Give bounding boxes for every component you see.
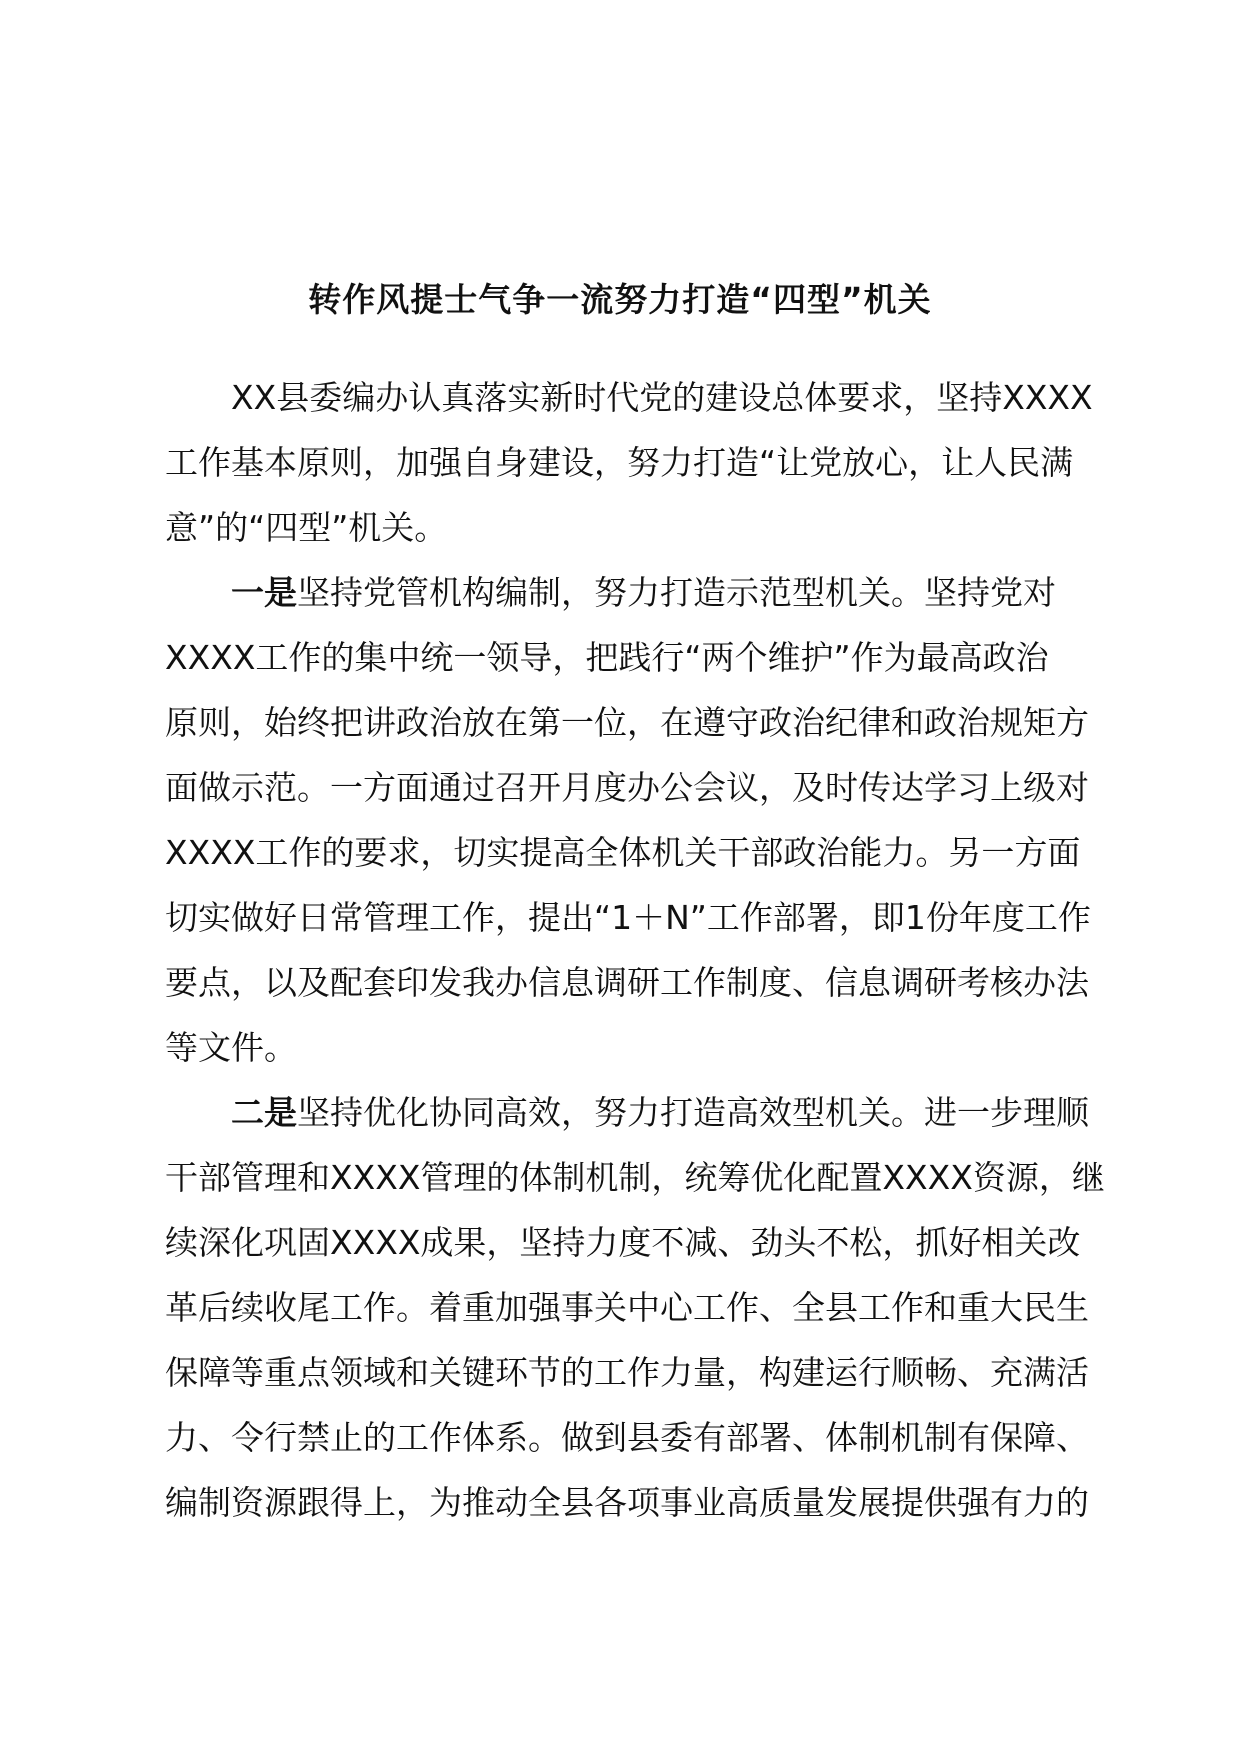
paragraph-lead: 二是 — [231, 1093, 297, 1132]
document-body — [165, 365, 1115, 1535]
text-line-with-lead — [165, 1080, 1115, 1145]
text-line-with-lead — [165, 560, 1115, 625]
paragraph-lead: 一是 — [231, 573, 297, 612]
paragraph — [165, 560, 1115, 1080]
text-line: 革后续收尾工作。着重加强事关中心工作、全县工作和重大民生 — [165, 1288, 1089, 1327]
text-line: 面做示范。一方面通过召开月度办公会议，及时传达学习上级对 — [165, 768, 1089, 807]
text-line: 续深化巩固XXXX成果，坚持力度不减、劲头不松，抓好相关改 — [165, 1223, 1081, 1262]
document-title: 转作风提士气争一流努力打造“四型”机关 — [308, 280, 932, 319]
text-line: 等文件。 — [165, 1028, 297, 1067]
text-line: XXXX工作的要求，切实提高全体机关干部政治能力。另一方面 — [165, 833, 1081, 872]
text-line: 保障等重点领域和关键环节的工作力量，构建运行顺畅、充满活 — [165, 1353, 1089, 1392]
text-line: 要点，以及配套印发我办信息调研工作制度、信息调研考核办法 — [165, 963, 1089, 1002]
text-line: 干部管理和XXXX管理的体制机制，统筹优化配置XXXX资源，继 — [165, 1158, 1105, 1197]
text-line: 原则，始终把讲政治放在第一位，在遵守政治纪律和政治规矩方 — [165, 703, 1089, 742]
text-line: 工作基本原则，加强自身建设，努力打造“让党放心，让人民满 — [165, 443, 1074, 482]
text-line: 意”的“四型”机关。 — [165, 508, 448, 547]
paragraph — [165, 365, 1115, 560]
text-line-rest: 坚持优化协同高效，努力打造高效型机关。进一步理顺 — [297, 1093, 1089, 1132]
paragraph — [165, 1080, 1115, 1535]
text-line: XX县委编办认真落实新时代党的建设总体要求，坚持XXXX — [231, 378, 1093, 417]
text-line-rest: 坚持党管机构编制，努力打造示范型机关。坚持党对 — [297, 573, 1056, 612]
text-line: 力、令行禁止的工作体系。做到县委有部署、体制机制有保障、 — [165, 1418, 1089, 1457]
text-line: XXXX工作的集中统一领导，把践行“两个维护”作为最高政治 — [165, 638, 1049, 677]
text-line: 切实做好日常管理工作，提出“1＋N”工作部署，即1份年度工作 — [165, 898, 1091, 937]
text-line: 编制资源跟得上，为推动全县各项事业高质量发展提供强有力的 — [165, 1483, 1089, 1522]
